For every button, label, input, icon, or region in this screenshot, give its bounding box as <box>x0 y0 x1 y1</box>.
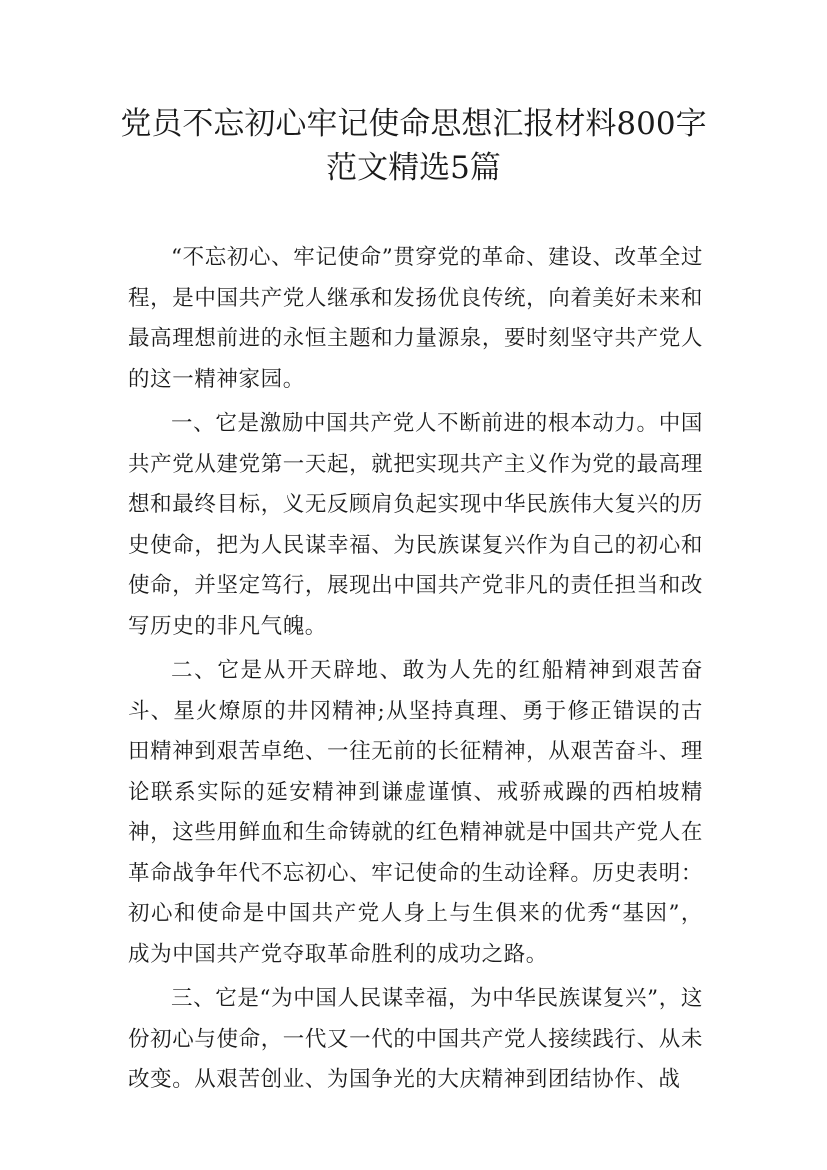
document-body <box>128 238 703 1105</box>
title-line-1: 党员不忘初心牢记使命思想汇报材料800字 <box>120 106 707 142</box>
paragraph-three: 三、它是“为中国人民谋幸福，为中华民族谋复兴”，这份初心与使命，一代又一代的中国共产党人接续践行、从未改变。从艰苦创业、为国争光的大庆精神到团结协作、战 <box>128 986 703 1092</box>
paragraph-intro: “不忘初心、牢记使命”贯穿党的革命、建设、改革全过程，是中国共产党人继承和发扬优良传统，向着美好未来和最高理想前进的永恒主题和力量源泉，要时刻坚守共产党人的这一精神家园。 <box>128 245 703 392</box>
paragraph-one: 一、它是激励中国共产党人不断前进的根本动力。中国共产党从建党第一天起，就把实现共产主义作为党的最高理想和最终目标，义无反顾肩负起实现中华民族伟大复兴的历史使命，把为人民谋幸福、为民族谋复兴作为自己的初心和使命，并坚定笃行，展现出中国共产党非凡的责任担当和改写历史的非凡气魄。 <box>128 411 703 639</box>
paragraph-two: 二、它是从开天辟地、敢为人先的红船精神到艰苦奋斗、星火燎原的井冈精神;从坚持真理、勇于修正错误的古田精神到艰苦卓绝、一往无前的长征精神，从艰苦奋斗、理论联系实际的延安精神到谦虚谨慎、戒骄戒躁的西柏坡精神，这些用鲜血和生命铸就的红色精神就是中国共产党人在革命战争年代不忘初心、牢记使命的生动诠释。历史表明：初心和使命是中国共产党人身上与生俱来的优秀“基因”，成为中国共产党夺取革命胜利的成功之路。 <box>128 658 703 967</box>
title-line-2: 范文精选5篇 <box>326 150 501 186</box>
document-title <box>100 102 727 190</box>
